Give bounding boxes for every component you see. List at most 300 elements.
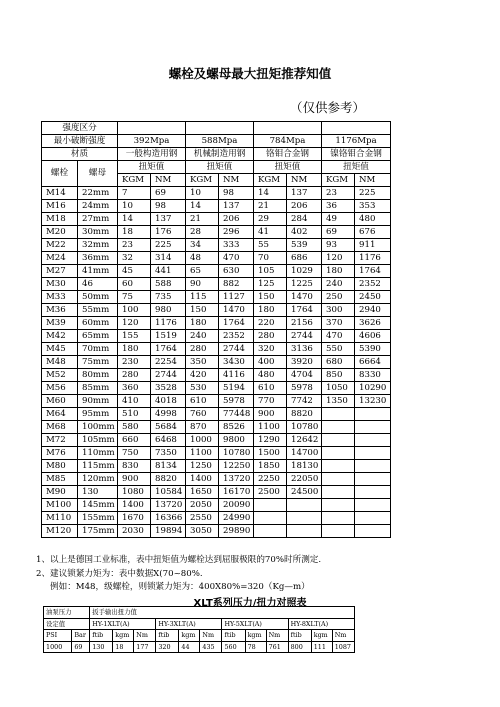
nm-value: 206 [219, 213, 254, 226]
table-row [42, 486, 391, 499]
kgm-value: 1400 [118, 499, 151, 512]
unit-kgm: KGM [322, 174, 355, 187]
notes [36, 554, 321, 595]
nm-value: 2744 [287, 330, 322, 343]
kgm-value: 770 [254, 395, 287, 408]
document-subtitle: （仅供参考） [290, 100, 366, 115]
kgm-value: 100 [118, 304, 151, 317]
nm-value: 176 [151, 226, 186, 239]
kgm-value [322, 525, 355, 538]
kgm-value: 69 [322, 226, 355, 239]
tensile-value: 392Mpa [118, 135, 186, 148]
bolt-size: M16 [42, 200, 78, 213]
bolt-size: M27 [42, 265, 78, 278]
unit-header: PSI [44, 630, 72, 642]
nm-value: 8330 [355, 369, 391, 382]
material-name: 一般构造用钢 [118, 148, 186, 161]
nm-value: 10584 [151, 486, 186, 499]
bolt-size: M20 [42, 226, 78, 239]
kgm-value [254, 499, 287, 512]
tensile-strength-row [42, 135, 391, 148]
kgm-value: 1650 [186, 486, 219, 499]
nut-size: 75mm [78, 356, 118, 369]
kgm-value: 93 [322, 239, 355, 252]
nm-value: 402 [287, 226, 322, 239]
nut-size: 70mm [78, 343, 118, 356]
nm-value: 137 [151, 213, 186, 226]
nm-value: 314 [151, 252, 186, 265]
kgm-value: 900 [254, 408, 287, 421]
kgm-value: 60 [118, 278, 151, 291]
material-name: 铬钼合金钢 [254, 148, 322, 161]
kgm-value: 65 [186, 265, 219, 278]
kgm-value: 230 [118, 356, 151, 369]
table-row [42, 512, 391, 525]
nut-size: 145mm [78, 499, 118, 512]
table-cell: 111 [311, 641, 332, 653]
nm-value: 225 [151, 239, 186, 252]
nut-size: 50mm [78, 291, 118, 304]
nm-value: 13720 [151, 499, 186, 512]
nm-value: 1764 [151, 343, 186, 356]
kgm-value: 660 [118, 434, 151, 447]
table-cell: 1000 [44, 641, 72, 653]
nut-size: 115mm [78, 460, 118, 473]
unit-header: Nm [266, 630, 288, 642]
nm-value: 69 [151, 187, 186, 200]
strength-class-label: 强度区分 [42, 122, 118, 135]
nm-value [355, 408, 391, 421]
kgm-value: 180 [186, 317, 219, 330]
table-row [42, 460, 391, 473]
xlt-value-row [44, 641, 355, 653]
nm-value: 1764 [287, 304, 322, 317]
kgm-value [322, 447, 355, 460]
kgm-value: 350 [186, 356, 219, 369]
unit-header: ftib [90, 630, 113, 642]
xlt-header-row [44, 607, 355, 619]
kgm-value: 2030 [118, 525, 151, 538]
bolt-size: M80 [42, 460, 78, 473]
kgm-value: 1080 [118, 486, 151, 499]
nm-value: 206 [287, 200, 322, 213]
xlt-unit-row [44, 630, 355, 642]
nm-value: 2156 [287, 317, 322, 330]
nm-value: 29890 [219, 525, 254, 538]
nm-value: 5390 [355, 343, 391, 356]
nm-value: 3528 [151, 382, 186, 395]
table-cell: 69 [72, 641, 90, 653]
table-row [42, 356, 391, 369]
tensile-value: 784Mpa [254, 135, 322, 148]
kgm-value: 750 [118, 447, 151, 460]
bolt-size: M30 [42, 278, 78, 291]
kgm-value [254, 525, 287, 538]
table-row [42, 226, 391, 239]
kgm-value: 550 [322, 343, 355, 356]
kgm-value: 55 [254, 239, 287, 252]
table-cell: 130 [90, 641, 113, 653]
material-label: 材质 [42, 148, 118, 161]
nm-value: 539 [287, 239, 322, 252]
nm-value: 14700 [287, 447, 322, 460]
kgm-value: 14 [254, 187, 287, 200]
unit-nm: NM [219, 174, 254, 187]
kgm-value: 400 [254, 356, 287, 369]
nut-size: 90mm [78, 395, 118, 408]
nut-size: 46 [78, 278, 118, 291]
nm-value: 10290 [355, 382, 391, 395]
nm-value: 4116 [219, 369, 254, 382]
unit-header: ftib [288, 630, 311, 642]
kgm-value: 10 [186, 187, 219, 200]
kgm-value: 1100 [186, 447, 219, 460]
table-row [42, 499, 391, 512]
model-name: HY-8XLT(A) [288, 618, 354, 630]
kgm-value: 23 [118, 239, 151, 252]
nut-size: 110mm [78, 447, 118, 460]
nm-value: 8526 [219, 421, 254, 434]
kgm-value: 180 [322, 265, 355, 278]
kgm-value: 1670 [118, 512, 151, 525]
kgm-value: 610 [186, 395, 219, 408]
kgm-value: 150 [186, 304, 219, 317]
kgm-value: 70 [254, 252, 287, 265]
kgm-value: 90 [186, 278, 219, 291]
kgm-value: 14 [118, 213, 151, 226]
nm-value: 12642 [287, 434, 322, 447]
nm-value: 10780 [219, 447, 254, 460]
table-cell: 560 [222, 641, 245, 653]
kgm-value: 850 [322, 369, 355, 382]
nm-value: 5194 [219, 382, 254, 395]
nm-value: 470 [219, 252, 254, 265]
tensile-strength-label: 最小破断强度 [42, 135, 118, 148]
nm-value: 4606 [355, 330, 391, 343]
nut-size: 155mm [78, 512, 118, 525]
kgm-value [322, 421, 355, 434]
nm-value: 4998 [151, 408, 186, 421]
bolt-size: M33 [42, 291, 78, 304]
kgm-value: 29 [254, 213, 287, 226]
kgm-value: 28 [186, 226, 219, 239]
kgm-value [322, 499, 355, 512]
table-row [42, 382, 391, 395]
unit-header: Nm [332, 630, 354, 642]
kgm-value: 14 [186, 200, 219, 213]
kgm-value: 470 [322, 330, 355, 343]
table-row [42, 265, 391, 278]
nm-value [355, 499, 391, 512]
kgm-value: 900 [118, 473, 151, 486]
nm-value: 98 [151, 200, 186, 213]
nm-value [355, 525, 391, 538]
table-row [42, 187, 391, 200]
bolt-size: M42 [42, 330, 78, 343]
nm-value: 296 [219, 226, 254, 239]
kgm-value: 240 [186, 330, 219, 343]
nm-value: 13720 [219, 473, 254, 486]
kgm-value: 75 [118, 291, 151, 304]
kgm-value: 2550 [186, 512, 219, 525]
nm-value [287, 512, 322, 525]
nm-value: 480 [355, 213, 391, 226]
kgm-value: 10 [118, 200, 151, 213]
pump-pressure-label: 油泵压力 [44, 607, 90, 619]
nm-value: 4018 [151, 395, 186, 408]
unit-header: kgm [245, 630, 266, 642]
nut-header: 螺母 [78, 161, 118, 187]
kgm-value: 320 [254, 343, 287, 356]
kgm-value [254, 512, 287, 525]
nm-value: 980 [151, 304, 186, 317]
model-name: HY-5XLT(A) [222, 618, 288, 630]
nm-value: 1029 [287, 265, 322, 278]
nm-value [355, 512, 391, 525]
kgm-value: 760 [186, 408, 219, 421]
kgm-value: 280 [186, 343, 219, 356]
nut-size: 120mm [78, 473, 118, 486]
unit-header: kgm [179, 630, 200, 642]
kgm-value: 1000 [186, 434, 219, 447]
kgm-value: 32 [118, 252, 151, 265]
nm-value: 77448 [219, 408, 254, 421]
torque-header-row [42, 161, 391, 174]
strength-class-row [42, 122, 391, 135]
kgm-value [322, 408, 355, 421]
kgm-value: 2250 [254, 473, 287, 486]
xlt-table-title: XLT系列压力/扭力对照表 [193, 598, 307, 609]
kgm-value [322, 486, 355, 499]
kgm-value: 125 [254, 278, 287, 291]
nm-value: 24990 [219, 512, 254, 525]
table-row [42, 447, 391, 460]
kgm-value: 155 [118, 330, 151, 343]
bolt-size: M72 [42, 434, 78, 447]
nut-size: 80mm [78, 369, 118, 382]
bolt-size: M60 [42, 395, 78, 408]
nm-value: 6664 [355, 356, 391, 369]
nm-value: 588 [151, 278, 186, 291]
bolt-size: M14 [42, 187, 78, 200]
unit-header: ftib [222, 630, 245, 642]
kgm-value: 3050 [186, 525, 219, 538]
table-row [42, 200, 391, 213]
unit-header: Bar [72, 630, 90, 642]
unit-header: ftib [156, 630, 179, 642]
kgm-value: 120 [322, 252, 355, 265]
bolt-size: M110 [42, 512, 78, 525]
kgm-value: 680 [322, 356, 355, 369]
torque-header: 扭矩值 [254, 161, 322, 174]
nm-value: 1764 [355, 265, 391, 278]
nm-value: 225 [355, 187, 391, 200]
nut-size: 55mm [78, 304, 118, 317]
torque-header: 扭矩值 [186, 161, 254, 174]
table-row [42, 473, 391, 486]
nm-value [355, 460, 391, 473]
bolt-size: M52 [42, 369, 78, 382]
unit-header: kgm [311, 630, 332, 642]
kgm-value: 530 [186, 382, 219, 395]
kgm-value [322, 473, 355, 486]
nm-value: 18130 [287, 460, 322, 473]
bolt-size: M120 [42, 525, 78, 538]
kgm-value: 41 [254, 226, 287, 239]
bolt-header: 螺栓 [42, 161, 78, 187]
nm-value: 5684 [151, 421, 186, 434]
note-3: 例如：M48，级螺栓，则锁紧力矩为：400X80%=320（Kg—m） [50, 582, 310, 592]
torque-table [41, 121, 391, 538]
bolt-size: M90 [42, 486, 78, 499]
kgm-value: 1500 [254, 447, 287, 460]
nm-value: 333 [219, 239, 254, 252]
nm-value: 2744 [151, 369, 186, 382]
nm-value: 2352 [355, 278, 391, 291]
unit-header: kgm [113, 630, 134, 642]
kgm-value: 45 [118, 265, 151, 278]
kgm-value: 21 [254, 200, 287, 213]
nm-value: 13230 [355, 395, 391, 408]
table-cell: 435 [200, 641, 222, 653]
nm-value: 3430 [219, 356, 254, 369]
bolt-size: M100 [42, 499, 78, 512]
unit-header: Nm [200, 630, 222, 642]
table-row [42, 330, 391, 343]
nm-value: 10780 [287, 421, 322, 434]
nm-value: 8820 [287, 408, 322, 421]
table-cell: 78 [245, 641, 266, 653]
table-row [42, 239, 391, 252]
nm-value: 19894 [151, 525, 186, 538]
nm-value: 9800 [219, 434, 254, 447]
kgm-value: 300 [322, 304, 355, 317]
nm-value: 7742 [287, 395, 322, 408]
nut-size: 30mm [78, 226, 118, 239]
kgm-value: 23 [322, 187, 355, 200]
torque-header: 扭矩值 [118, 161, 186, 174]
kgm-value: 360 [118, 382, 151, 395]
table-row [42, 343, 391, 356]
document-title: 螺栓及螺母最大扭矩推荐知值 [168, 66, 332, 81]
kgm-value: 410 [118, 395, 151, 408]
nm-value: 4704 [287, 369, 322, 382]
table-row [42, 434, 391, 447]
table-row [42, 317, 391, 330]
bolt-size: M85 [42, 473, 78, 486]
material-row [42, 148, 391, 161]
xlt-pressure-torque-table [43, 606, 355, 653]
table-cell: 761 [266, 641, 288, 653]
nm-value: 16170 [219, 486, 254, 499]
nm-value: 8820 [151, 473, 186, 486]
nm-value: 911 [355, 239, 391, 252]
nm-value: 3626 [355, 317, 391, 330]
nm-value: 6468 [151, 434, 186, 447]
nm-value: 1127 [219, 291, 254, 304]
nm-value: 441 [151, 265, 186, 278]
nm-value: 12250 [219, 460, 254, 473]
nm-value: 8134 [151, 460, 186, 473]
kgm-value: 120 [118, 317, 151, 330]
material-name: 机械制造用钢 [186, 148, 254, 161]
note-1: 1、以上是德国工业标准，表中扭矩值为螺栓达到屈服极限的70%时所测定. [36, 555, 322, 565]
nm-value [355, 486, 391, 499]
table-cell: 320 [156, 641, 179, 653]
nm-value: 2744 [219, 343, 254, 356]
kgm-value: 1350 [322, 395, 355, 408]
kgm-value: 1100 [254, 421, 287, 434]
nm-value: 735 [151, 291, 186, 304]
nut-size: 85mm [78, 382, 118, 395]
nut-size: 65mm [78, 330, 118, 343]
nm-value: 16366 [151, 512, 186, 525]
nm-value: 2352 [219, 330, 254, 343]
kgm-value: 1250 [186, 460, 219, 473]
kgm-value: 7 [118, 187, 151, 200]
kgm-value: 2050 [186, 499, 219, 512]
nut-size: 41mm [78, 265, 118, 278]
nut-size: 24mm [78, 200, 118, 213]
nm-value: 137 [219, 200, 254, 213]
bolt-size: M45 [42, 343, 78, 356]
nut-size: 130 [78, 486, 118, 499]
kgm-value [322, 460, 355, 473]
unit-kgm: KGM [254, 174, 287, 187]
nm-value: 24500 [287, 486, 322, 499]
kgm-value: 610 [254, 382, 287, 395]
material-name: 镍铬钼合金钢 [322, 148, 391, 161]
nm-value: 2254 [151, 356, 186, 369]
table-row [42, 525, 391, 538]
set-value-label: 设定值 [44, 618, 90, 630]
torque-header: 扭矩值 [322, 161, 391, 174]
table-cell: 177 [134, 641, 156, 653]
kgm-value: 870 [186, 421, 219, 434]
nut-size: 60mm [78, 317, 118, 330]
kgm-value [322, 512, 355, 525]
bolt-size: M24 [42, 252, 78, 265]
unit-kgm: KGM [186, 174, 219, 187]
bolt-size: M22 [42, 239, 78, 252]
nm-value: 1176 [151, 317, 186, 330]
nut-size: 100mm [78, 421, 118, 434]
kgm-value: 1400 [186, 473, 219, 486]
nut-size: 32mm [78, 239, 118, 252]
nm-value: 353 [355, 200, 391, 213]
kgm-value: 150 [254, 291, 287, 304]
kgm-value: 21 [186, 213, 219, 226]
kgm-value: 830 [118, 460, 151, 473]
kgm-value: 180 [254, 304, 287, 317]
nm-value: 98 [219, 187, 254, 200]
unit-nm: NM [151, 174, 186, 187]
kgm-value: 1290 [254, 434, 287, 447]
nm-value: 1470 [287, 291, 322, 304]
nm-value: 1470 [219, 304, 254, 317]
kgm-value: 1050 [322, 382, 355, 395]
table-cell: 1087 [332, 641, 354, 653]
kgm-value: 18 [118, 226, 151, 239]
kgm-value [322, 434, 355, 447]
nm-value: 1176 [355, 252, 391, 265]
nut-size: 95mm [78, 408, 118, 421]
nm-value: 630 [219, 265, 254, 278]
unit-kgm: KGM [118, 174, 151, 187]
bolt-size: M36 [42, 304, 78, 317]
nm-value: 137 [287, 187, 322, 200]
nm-value: 686 [287, 252, 322, 265]
